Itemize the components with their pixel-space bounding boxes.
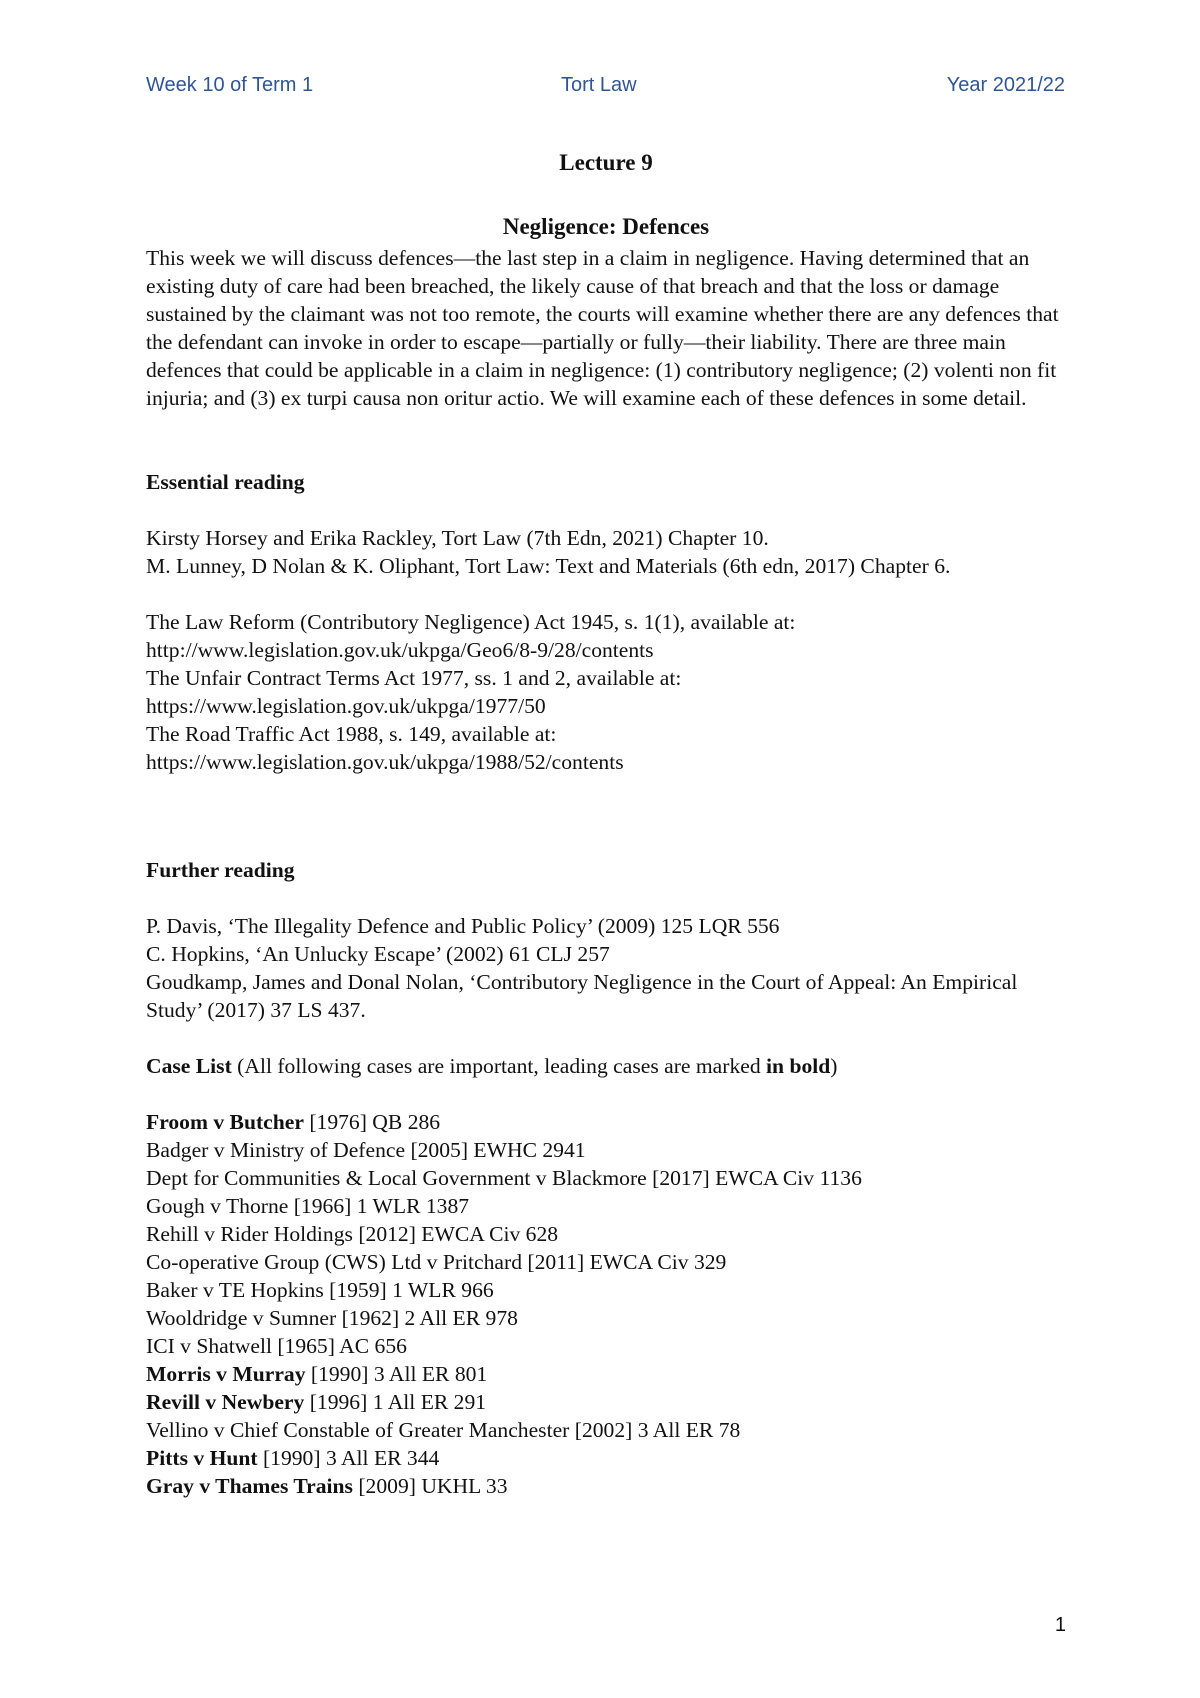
header-year: Year 2021/22 — [946, 74, 1065, 96]
essential-book: Kirsty Horsey and Erika Rackley, Tort Law (7th Edn, 2021) Chapter 10. — [146, 526, 769, 550]
page-content — [146, 146, 1066, 1500]
further-reading-item: Goudkamp, James and Donal Nolan, ‘Contributory Negligence in the Court of Appeal: An Empirical Study’ (2017) 37 LS 437. — [146, 970, 1018, 1022]
case-name: Morris v Murray — [146, 1362, 306, 1386]
case-name: Gray v Thames Trains — [146, 1474, 353, 1498]
case-entry — [146, 1108, 1066, 1136]
case-citation: [1996] 1 All ER 291 — [304, 1390, 487, 1414]
case-entry — [146, 1388, 1066, 1416]
case-list-note-bold: in bold — [766, 1054, 831, 1078]
case-name: Baker v TE Hopkins — [146, 1278, 324, 1302]
case-entry — [146, 1360, 1066, 1388]
case-citation: [1976] QB 286 — [303, 1110, 441, 1134]
essential-book: M. Lunney, D Nolan & K. Oliphant, Tort Law: Text and Materials (6th edn, 2017) Chapter 6. — [146, 554, 951, 578]
statute-link[interactable]: http://www.legislation.gov.uk/ukpga/Geo6/8-9/28/contents — [146, 638, 654, 662]
case-list-note-prefix: (All following cases are important, leading cases are marked — [231, 1054, 767, 1078]
further-reading-list — [146, 912, 1066, 1024]
statute-title: The Road Traffic Act 1988, s. 149, available at: — [146, 722, 557, 746]
header-week: Week 10 of Term 1 — [146, 74, 314, 96]
statute-link[interactable]: https://www.legislation.gov.uk/ukpga/1988/52/contents — [146, 750, 624, 774]
case-citation: [2002] 3 All ER 78 — [569, 1418, 741, 1442]
case-entry — [146, 1472, 1066, 1500]
case-name: Revill v Newbery — [146, 1390, 305, 1414]
statutes-list — [146, 608, 1066, 776]
case-entry — [146, 1220, 1066, 1248]
case-entry — [146, 1136, 1066, 1164]
statute-title: The Unfair Contract Terms Act 1977, ss. 1 and 2, available at: — [146, 666, 682, 690]
case-list-title: Case List — [146, 1054, 232, 1078]
case-citation: [1962] 2 All ER 978 — [336, 1306, 518, 1330]
intro-paragraph: This week we will discuss defences—the last step in a claim in negligence. Having determined that an existing duty of care had been breached, the likely cause of that breach and that the loss or damage sustained by the claimant was not too remote, the courts will examine whether there are any defences that the defendant can invoke in order to escape—partially or fully—their liability. There are three main defences that could be applicable in a claim in negligence: (1) contributory negligence; (2) volenti non fit injuria; and (3) ex turpi causa non oritur actio. We will examine each of these defences in some detail. — [146, 246, 1059, 410]
statute-link[interactable]: https://www.legislation.gov.uk/ukpga/1977/50 — [146, 694, 546, 718]
lecture-title: Lecture 9 — [559, 150, 653, 175]
case-entry — [146, 1164, 1066, 1192]
case-citation: [2005] EWHC 2941 — [405, 1138, 586, 1162]
case-list-note-suffix: ) — [830, 1054, 838, 1078]
further-reading-item: P. Davis, ‘The Illegality Defence and Public Policy’ (2009) 125 LQR 556 — [146, 914, 780, 938]
case-entry — [146, 1304, 1066, 1332]
case-entry — [146, 1248, 1066, 1276]
case-name: Dept for Communities & Local Government v Blackmore — [146, 1166, 647, 1190]
case-citation: [1966] 1 WLR 1387 — [288, 1194, 470, 1218]
case-citation: [1965] AC 656 — [271, 1334, 407, 1358]
case-name: Co-operative Group (CWS) Ltd v Pritchard — [146, 1250, 523, 1274]
essential-reading-heading: Essential reading — [146, 470, 305, 494]
case-name: ICI v Shatwell — [146, 1334, 272, 1358]
further-reading-heading: Further reading — [146, 858, 295, 882]
page-header — [146, 74, 1065, 104]
case-citation: [2011] EWCA Civ 329 — [522, 1250, 727, 1274]
case-name: Wooldridge v Sumner — [146, 1306, 337, 1330]
case-entry — [146, 1444, 1066, 1472]
case-citation: [2017] EWCA Civ 1136 — [646, 1166, 862, 1190]
case-name: Froom v Butcher — [146, 1110, 304, 1134]
case-citation: [2012] EWCA Civ 628 — [352, 1222, 559, 1246]
case-citation: [1990] 3 All ER 801 — [305, 1362, 488, 1386]
page-number: 1 — [1054, 1614, 1066, 1636]
case-name: Pitts v Hunt — [146, 1446, 258, 1470]
further-reading-item: C. Hopkins, ‘An Unlucky Escape’ (2002) 61 CLJ 257 — [146, 942, 610, 966]
case-entry — [146, 1332, 1066, 1360]
statute-title: The Law Reform (Contributory Negligence) Act 1945, s. 1(1), available at: — [146, 610, 796, 634]
lecture-subtitle: Negligence: Defences — [502, 214, 710, 239]
case-name: Vellino v Chief Constable of Greater Manchester — [146, 1418, 570, 1442]
case-entry — [146, 1416, 1066, 1444]
case-citation: [1990] 3 All ER 344 — [257, 1446, 440, 1470]
header-course: Tort Law — [561, 74, 637, 96]
case-list-heading — [146, 1052, 1066, 1080]
case-list — [146, 1108, 1066, 1500]
case-name: Gough v Thorne — [146, 1194, 289, 1218]
case-name: Rehill v Rider Holdings — [146, 1222, 353, 1246]
case-entry — [146, 1276, 1066, 1304]
essential-books-list — [146, 524, 1066, 580]
case-name: Badger v Ministry of Defence — [146, 1138, 406, 1162]
case-citation: [1959] 1 WLR 966 — [323, 1278, 494, 1302]
case-citation: [2009] UKHL 33 — [352, 1474, 508, 1498]
case-entry — [146, 1192, 1066, 1220]
